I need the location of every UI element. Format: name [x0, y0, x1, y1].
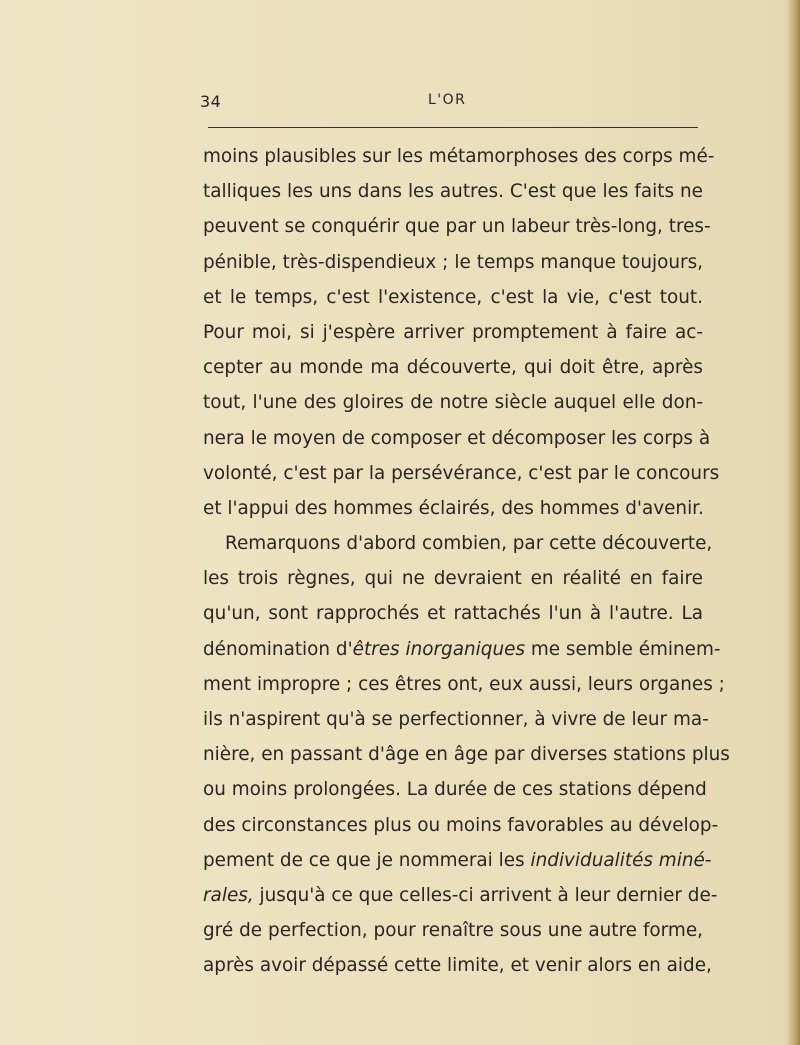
text-line: nière, en passant d'âge en âge par diverses stations plus [203, 744, 730, 766]
text-line-with-italic [203, 632, 721, 667]
text-line: nera le moyen de composer et décomposer les corps à [203, 427, 711, 449]
header-rule [208, 127, 698, 128]
body-text [203, 139, 730, 984]
text-line-paragraph-start: Remarquons d'abord combien, par cette découverte, [225, 533, 713, 555]
text-line: gré de perfection, pour renaître sous une autre forme, [203, 920, 703, 942]
text-fragment: pement de ce que je nommerai les [203, 849, 525, 871]
text-line: volonté, c'est par la persévérance, c'est par le concours [203, 462, 720, 484]
text-line: des circonstances plus ou moins favorables au dévelop- [203, 814, 719, 836]
text-fragment: me semble éminem- [530, 638, 721, 660]
italic-term: rales, [203, 884, 254, 906]
text-line-with-italic [203, 878, 718, 913]
text-line: qu'un, sont rapprochés et rattachés l'un à l'autre. La [203, 603, 703, 625]
text-line: ment impropre ; ces êtres ont, eux aussi, leurs organes ; [203, 673, 725, 695]
text-line: pénible, très-dispendieux ; le temps manque toujours, [203, 251, 703, 273]
running-head [200, 92, 700, 116]
text-fragment: jusqu'à ce que celles-ci arrivent à leur dernier de- [259, 884, 718, 906]
text-line: et l'appui des hommes éclairés, des hommes d'avenir. [203, 497, 704, 519]
text-line: les trois règnes, qui ne devraient en réalité en faire [203, 568, 703, 590]
italic-term: individualités miné- [530, 849, 712, 871]
text-line: et le temps, c'est l'existence, c'est la vie, c'est tout. [203, 286, 703, 308]
text-line: moins plausibles sur les métamorphoses des corps mé- [203, 146, 715, 167]
text-line: cepter au monde ma découverte, qui doit être, après [203, 357, 703, 379]
text-line-with-italic [203, 843, 712, 878]
text-line: peuvent se conquérir que par un labeur très-long, tres- [203, 216, 711, 238]
text-fragment: dénomination d' [203, 638, 353, 660]
page-edge-shadow [786, 0, 800, 1045]
text-line: Pour moi, si j'espère arriver promptement à faire ac- [203, 321, 703, 343]
text-line: tout, l'une des gloires de notre siècle auquel elle don- [203, 392, 703, 414]
text-line: ou moins prolongées. La durée de ces stations dépend [203, 779, 707, 801]
chapter-title: L'OR [428, 92, 467, 108]
text-line: talliques les uns dans les autres. C'est que les faits ne [203, 181, 703, 203]
text-line: après avoir dépassé cette limite, et venir alors en aide, [203, 955, 712, 977]
italic-term: êtres inorganiques [352, 638, 525, 660]
text-line: ils n'aspirent qu'à se perfectionner, à vivre de leur ma- [203, 709, 709, 730]
page-number: 34 [200, 92, 222, 111]
